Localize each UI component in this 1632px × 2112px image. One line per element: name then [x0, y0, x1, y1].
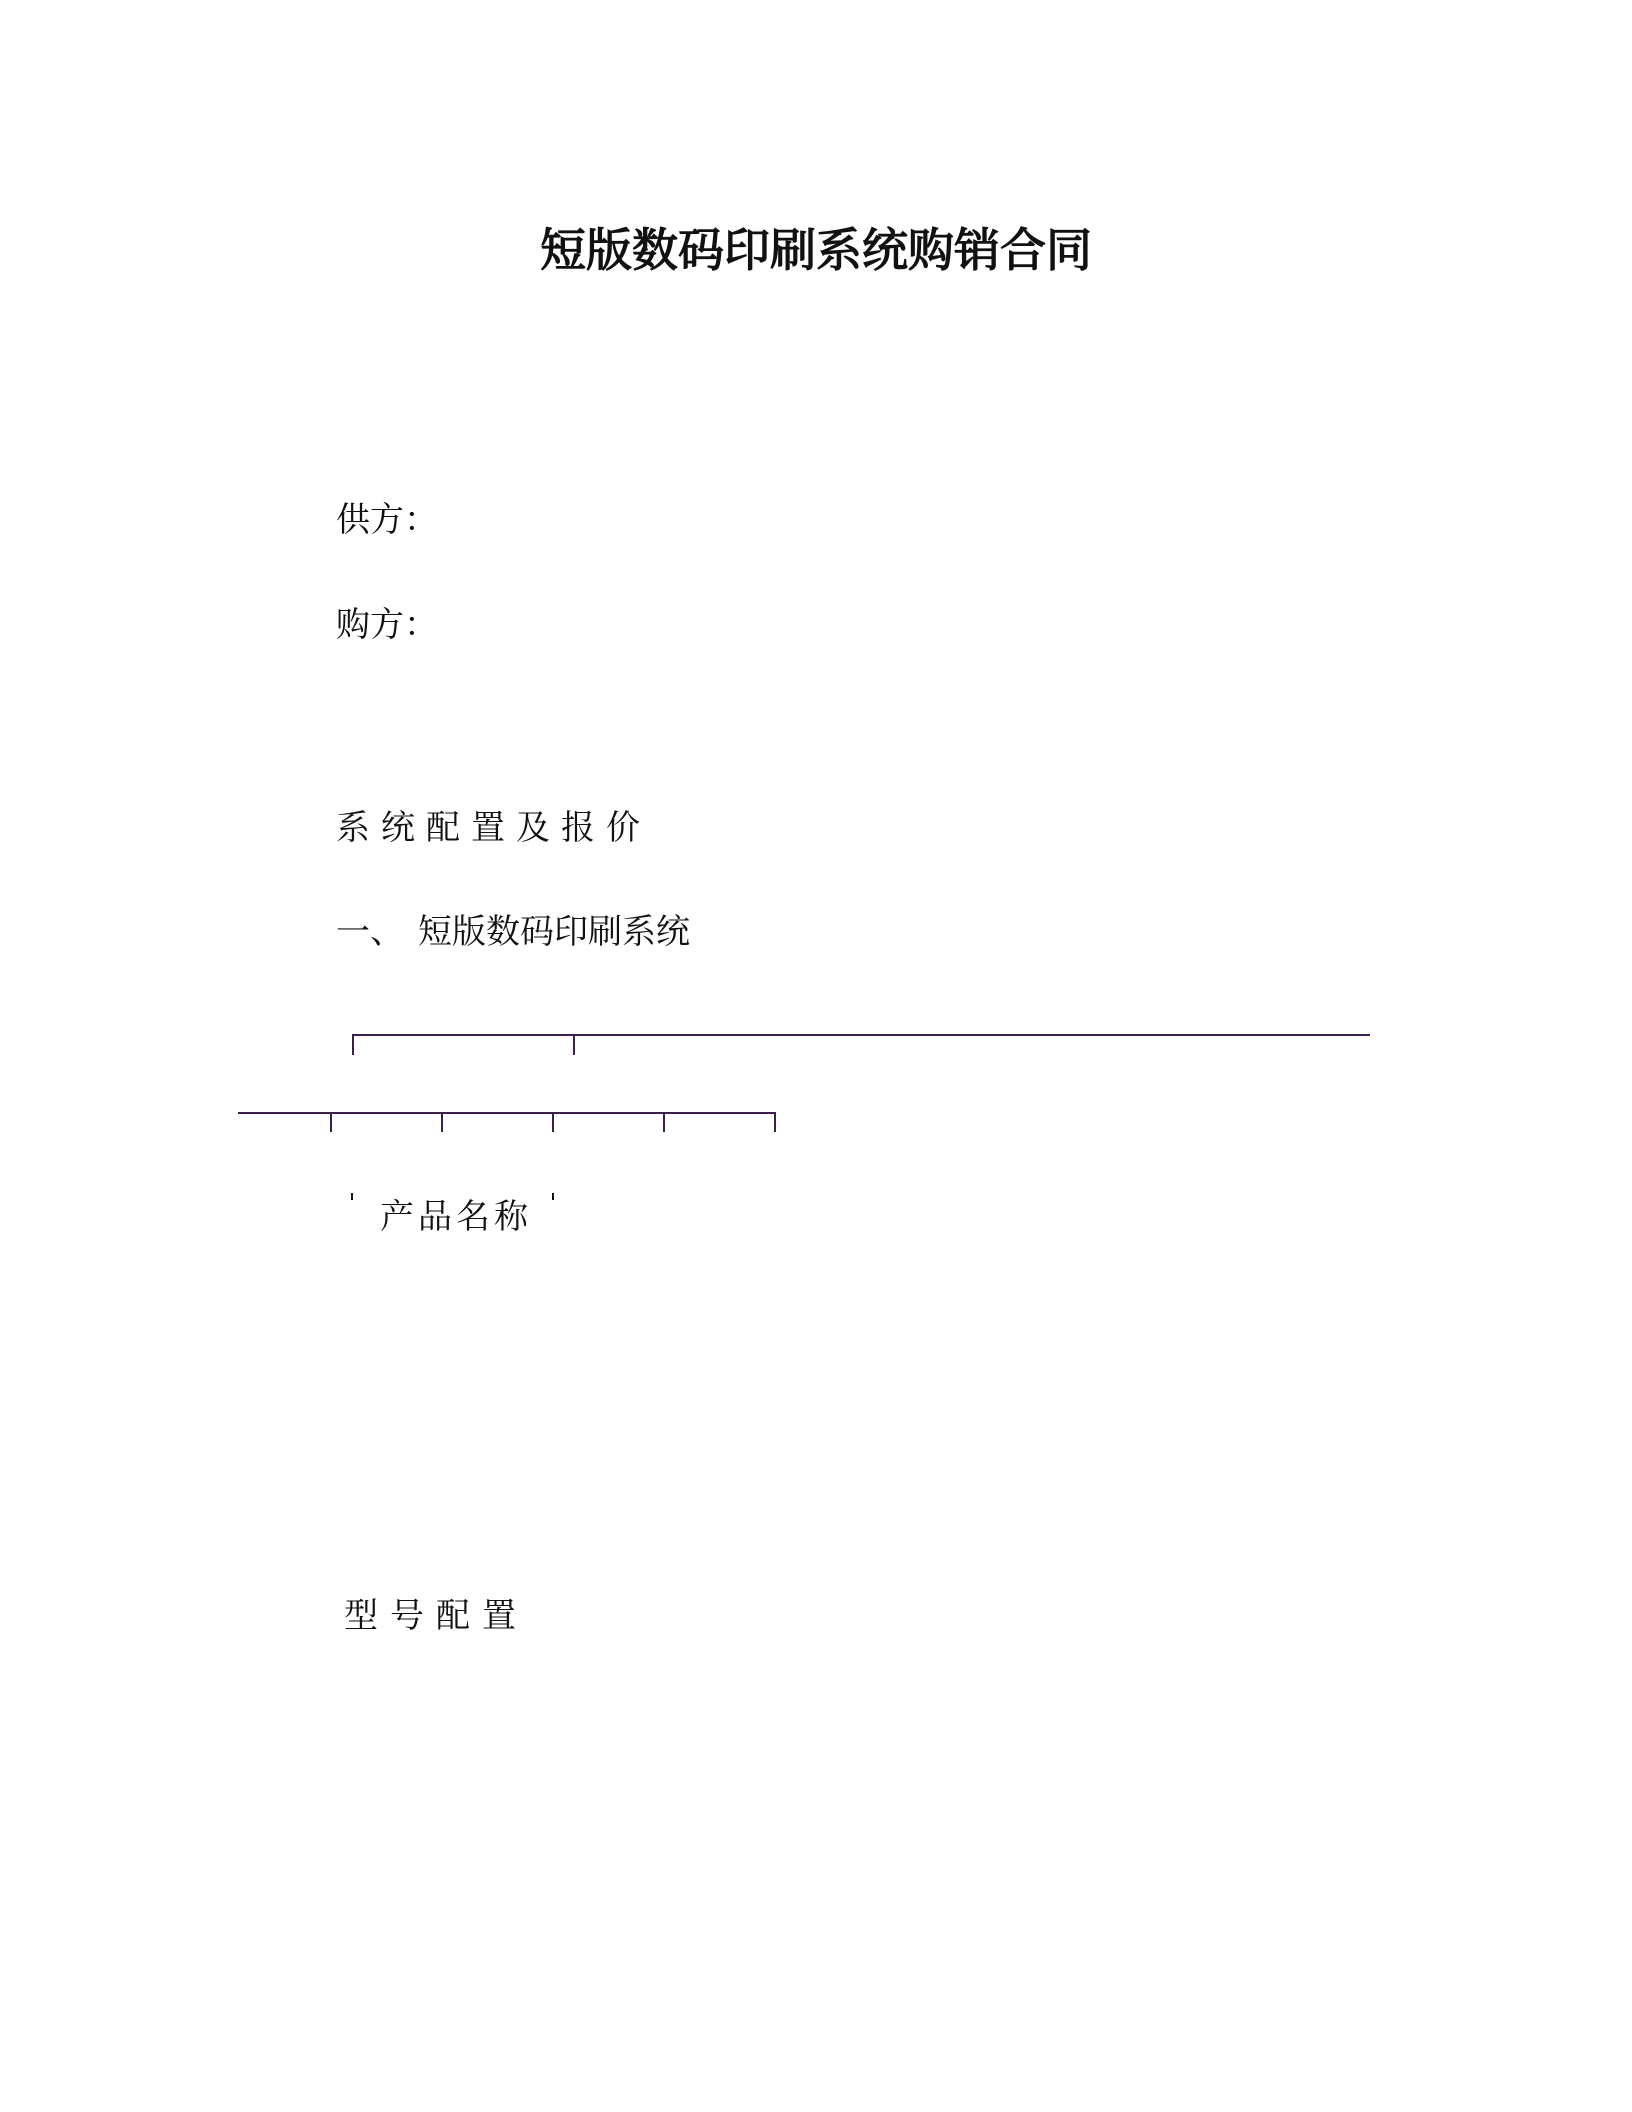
- column-header-model-config: 型号配置: [344, 1596, 528, 1636]
- subsection-heading: [336, 910, 690, 954]
- column-header-product-name: 产品名称: [380, 1197, 532, 1237]
- subsection-title: 短版数码印刷系统: [418, 912, 690, 952]
- subsection-number: 一、: [336, 912, 404, 952]
- buyer-label: 购方：: [336, 605, 438, 645]
- seller-label: 供方：: [336, 500, 438, 540]
- section-heading: 系统配置及报价: [336, 808, 651, 848]
- document-title: 短版数码印刷系统购销合同: [540, 223, 1092, 277]
